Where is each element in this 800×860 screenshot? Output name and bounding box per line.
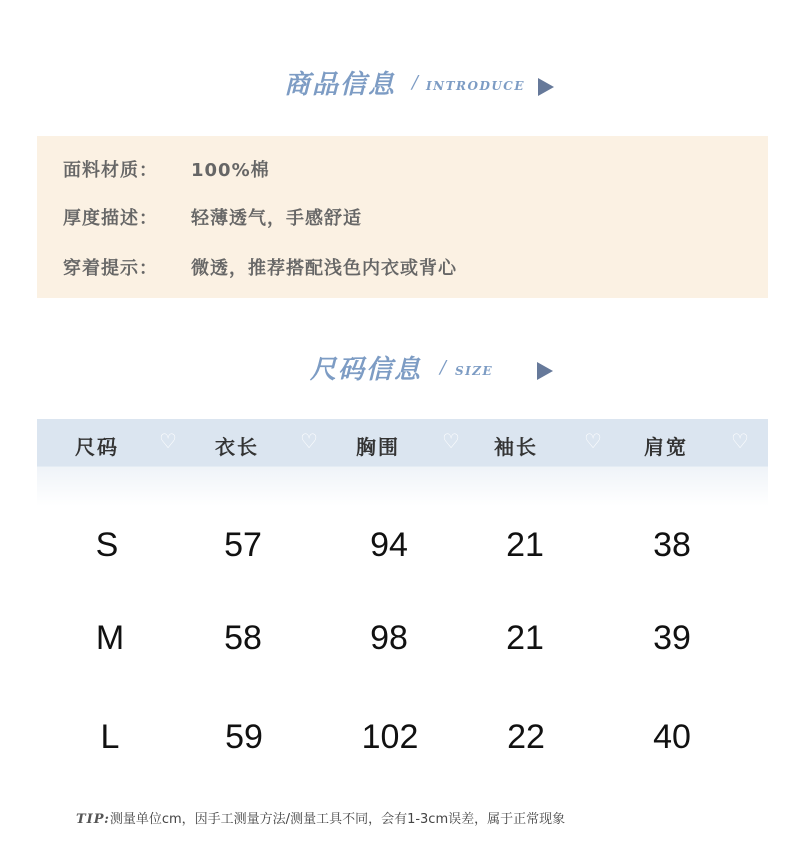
cell-sleeve: 22 (507, 718, 545, 756)
cell-length: 58 (224, 619, 262, 657)
header-length: 衣长 (215, 435, 259, 459)
header-size: 尺码 (75, 435, 119, 459)
cell-size: S (95, 526, 119, 564)
play-triangle-icon (537, 362, 553, 380)
cell-length: 57 (224, 526, 262, 564)
cell-bust: 98 (370, 619, 408, 657)
info-row-fabric (63, 156, 270, 182)
measurement-tip (76, 808, 565, 827)
cell-length: 59 (225, 718, 263, 756)
introduce-title: 商品信息 (284, 70, 397, 100)
info-row-thickness (63, 204, 362, 230)
introduce-subtitle: INTRODUCE (426, 79, 526, 93)
product-info-box (37, 136, 768, 298)
heart-outline-icon: ♡ (159, 429, 177, 453)
header-fade (37, 466, 768, 506)
cell-sleeve: 21 (506, 526, 544, 564)
cell-sleeve: 21 (506, 619, 544, 657)
heart-outline-icon: ♡ (442, 429, 460, 453)
tip-label: TIP: (76, 812, 110, 827)
table-row (0, 619, 800, 669)
introduce-heading (0, 64, 800, 104)
size-heading (0, 349, 800, 389)
size-subtitle: SIZE (455, 364, 494, 378)
introduce-slash: / (412, 72, 419, 93)
header-sleeve: 袖长 (494, 435, 538, 459)
heart-outline-icon: ♡ (584, 429, 602, 453)
info-key: 穿着提示： (63, 258, 158, 279)
table-row (0, 718, 800, 768)
header-bust: 胸围 (356, 435, 400, 459)
info-key: 面料材质： (63, 160, 158, 181)
table-row (0, 526, 800, 576)
heart-outline-icon: ♡ (731, 429, 749, 453)
cell-bust: 94 (370, 526, 408, 564)
cell-shoulder: 40 (653, 718, 691, 756)
info-value: 微透，推荐搭配浅色内衣或背心 (191, 258, 457, 279)
info-row-wearing-tip (63, 254, 457, 280)
size-title: 尺码信息 (310, 355, 423, 385)
cell-shoulder: 39 (653, 619, 691, 657)
cell-shoulder: 38 (653, 526, 691, 564)
cell-size: M (95, 619, 125, 657)
tip-text: 测量单位cm，因手工测量方法/测量工具不同，会有1-3cm误差，属于正常现象 (109, 812, 566, 827)
info-value: 100%棉 (191, 160, 270, 181)
cell-size: L (100, 718, 120, 756)
info-value: 轻薄透气，手感舒适 (191, 208, 362, 229)
heart-outline-icon: ♡ (300, 429, 318, 453)
info-key: 厚度描述： (63, 208, 158, 229)
play-triangle-icon (538, 78, 554, 96)
size-table-header (37, 419, 768, 467)
size-slash: / (440, 357, 447, 378)
cell-bust: 102 (361, 718, 419, 756)
header-shoulder: 肩宽 (644, 435, 688, 459)
